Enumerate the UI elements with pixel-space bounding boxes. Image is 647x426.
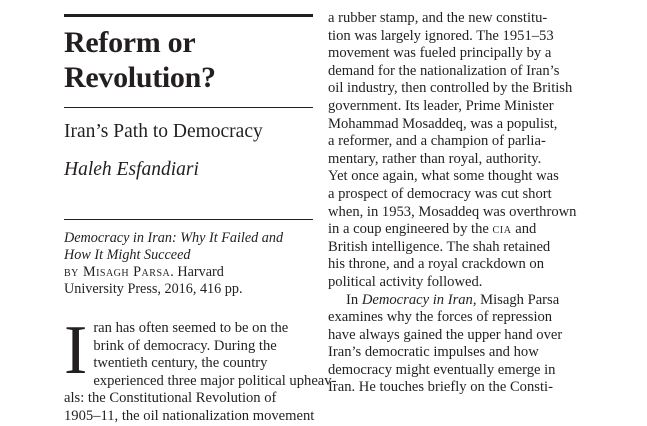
title-line-2: Revolution?	[64, 61, 216, 94]
title-rule	[64, 107, 313, 108]
body-line: Yet once again, what some thought was	[328, 168, 559, 185]
book-author-line	[64, 264, 313, 281]
body-line: examines why the forces of repression	[328, 309, 553, 326]
book-author: Misagh Parsa	[82, 264, 171, 280]
book-by: by	[64, 264, 83, 280]
body-line: twentieth century, the country	[93, 355, 268, 372]
article-author: Haleh Esfandiari	[64, 159, 199, 180]
body-line: a reformer, and a champion of parlia-	[328, 133, 546, 150]
body-line: government. Its leader, Prime Minister	[328, 97, 554, 114]
body-line: his throne, and a royal crackdown on	[328, 256, 544, 273]
body-line: tion was largely ignored. The 1951–53	[328, 27, 554, 44]
body-line: democracy might eventually emerge in	[328, 361, 556, 378]
book-title-line-2: How It Might Succeed	[64, 247, 191, 263]
body-line: mentary, rather than royal, authority.	[328, 150, 542, 167]
cia-pre: in a coup engineered by the	[328, 221, 493, 238]
cia-abbrev: cia	[492, 221, 512, 238]
book-publisher-2: University Press, 2016, 416 pp.	[64, 281, 243, 297]
body-line: Mohammad Mosaddeq, was a populist,	[328, 115, 558, 132]
book-info	[64, 230, 313, 298]
book-rule	[64, 219, 313, 220]
book-publisher-1: . Harvard	[170, 264, 224, 280]
body-line: oil industry, then controlled by the British	[328, 80, 573, 97]
body-line: a prospect of democracy was cut short	[328, 185, 552, 202]
right-column	[328, 10, 577, 397]
paragraph-2-first-line	[328, 292, 574, 310]
body-line: when, in 1953, Mosaddeq was overthrown	[328, 203, 577, 220]
body-line: a rubber stamp, and the new constitu-	[328, 10, 548, 26]
body-line: demand for the nationalization of Iran’s	[328, 62, 560, 79]
p2-book-title: Democracy in Iran	[361, 291, 473, 308]
top-rule	[64, 14, 313, 17]
body-line: als: the Constitutional Revolution of	[64, 390, 277, 407]
body-line-cia	[328, 221, 574, 239]
body-line: ran has often seemed to be on the	[93, 320, 289, 336]
body-line: British intelligence. The shah retained	[328, 238, 551, 255]
left-column	[64, 14, 337, 426]
body-line: have always gained the upper hand over	[328, 326, 563, 343]
body-line: 1905–11, the oil nationalization movement	[64, 407, 315, 424]
article-title	[64, 25, 313, 95]
body-line: brink of democracy. During the	[93, 337, 277, 354]
drop-cap: I	[64, 312, 88, 389]
article-subtitle: Iran’s Path to Democracy	[64, 121, 263, 142]
title-line-1: Reform or	[64, 26, 196, 59]
p2-pre: In	[346, 291, 362, 308]
body-line: Iran. He touches briefly on the Consti-	[328, 379, 553, 396]
body-line: movement was fueled principally by a	[328, 45, 552, 62]
p2-post: , Misagh Parsa	[472, 291, 560, 308]
cia-post: and	[511, 221, 537, 238]
book-title-line-1: Democracy in Iran: Why It Failed and	[64, 230, 284, 246]
body-line: experienced three major political upheav-	[93, 372, 337, 389]
body-line: Iran’s democratic impulses and how	[328, 344, 539, 361]
body-line: political activity followed.	[328, 273, 483, 290]
